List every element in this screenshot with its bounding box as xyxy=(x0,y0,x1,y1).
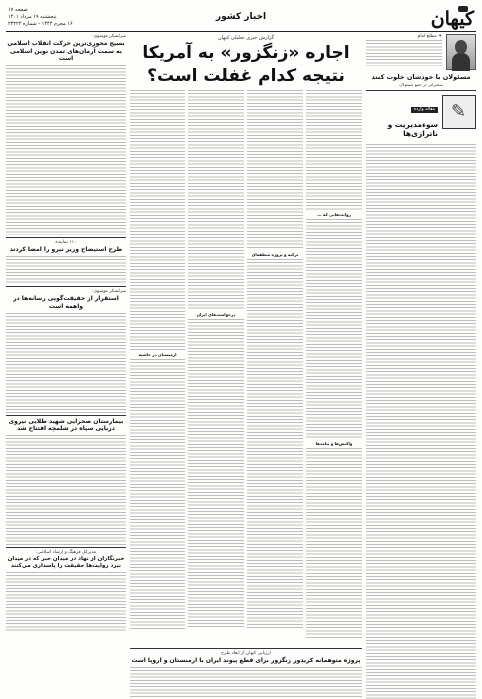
body-col-2b xyxy=(247,259,303,629)
body-col-1a xyxy=(306,90,362,210)
left-body-2 xyxy=(6,256,126,284)
left-kicker-2: ۱۱۰ نماینده xyxy=(55,239,77,245)
bottom-body xyxy=(130,667,362,697)
right-column xyxy=(366,34,476,693)
main-kicker: گزارش خبری تحلیلی کیهان xyxy=(217,35,275,41)
body-col-4a xyxy=(130,90,185,350)
left-kicker-3: سرلشکر موسوی: xyxy=(92,288,126,294)
main-title-line-1: اجاره «زنگزور» به آمریکا xyxy=(142,43,350,63)
bottom-kicker: ارزیابی کیهان از ابعاد طرح xyxy=(221,651,271,656)
body-col-2a xyxy=(247,90,303,250)
masthead xyxy=(6,6,476,32)
bottom-teaser xyxy=(130,648,362,697)
left-kicker-1: سرلشکر موسوی: xyxy=(92,34,126,39)
subhead-5: واکنش‌ها و پیامدها xyxy=(315,441,353,446)
main-title-line-2: نتیجه کدام غفلت است؟ xyxy=(147,66,345,86)
subhead-2: ترکیه و پروژه منطقه‌ای xyxy=(251,252,299,257)
quote-text xyxy=(366,40,442,66)
page-number: صفحه ۱۷ xyxy=(8,7,28,13)
subhead-4: ارمنستان در حاشیه xyxy=(138,352,177,357)
column-label: ✦ مطلع امام xyxy=(417,34,442,39)
body-col-1b xyxy=(306,219,362,439)
divider xyxy=(6,415,126,416)
bottom-title: پروژه متوهمانه کریدور زنگزور برای قطع پیوند ایران با ارمنستان و اروپا است xyxy=(131,657,361,664)
divider xyxy=(6,547,126,548)
article-illustration xyxy=(442,95,476,129)
newspaper-logo: کیهان xyxy=(430,8,474,30)
date-line-1: پنجشنبه ۱۹ مرداد ۱۴۰۱ xyxy=(8,14,57,20)
subhead-3: درخواست‌های ایران xyxy=(196,312,236,317)
left-body-5 xyxy=(6,572,126,632)
left-title-5: خبرنگاران از نهاد در میدان خبر که در میدان نبرد روایت‌ها حقیقت را پاسداری می‌کنند xyxy=(7,555,125,569)
body-col-3a xyxy=(188,90,244,310)
subhead-1: روایت‌هایی که ... xyxy=(317,212,351,217)
left-body-1 xyxy=(6,65,126,235)
article-kicker: مقاله وارده xyxy=(411,107,438,113)
article-title: سوءمدیریت و ناترازی‌ها xyxy=(387,120,438,138)
issue-meta xyxy=(8,7,73,28)
body-col-3b xyxy=(188,319,244,629)
left-title-3: استقرار از حقیقت‌گویی رسانه‌ها در واهمه است xyxy=(13,294,119,310)
portrait-image xyxy=(446,34,476,70)
divider xyxy=(6,286,126,287)
left-title-1: بسیج محوری‌ترین حرکت انقلاب اسلامی به سمت آرمان‌های تمدن نوین اسلامی است xyxy=(7,40,125,62)
left-column xyxy=(6,34,126,693)
divider xyxy=(366,90,476,91)
column-title: مسئولان با خودشان خلوت کنند xyxy=(371,73,471,81)
section-title: اخبار کشور xyxy=(215,12,267,22)
date-line-2: ۱۶ محرم ۱۴۴۴ - شماره ۲۳۲۲۲ xyxy=(8,21,73,27)
main-article xyxy=(130,34,362,693)
article-body xyxy=(366,144,476,699)
left-title-4: بیمارستان صحرایی شهید طلایی نیروی دریایی سپاه در شلمچه افتتاح شد xyxy=(8,417,124,432)
left-body-4 xyxy=(6,435,126,545)
divider xyxy=(6,237,126,238)
body-col-4b xyxy=(130,359,185,629)
column-date-note: سخنرانی در جمع مسئولان xyxy=(399,82,443,87)
body-col-1c xyxy=(306,448,362,638)
main-body xyxy=(130,90,362,645)
left-body-3 xyxy=(6,313,126,413)
left-kicker-5: مدیرکل فرهنگ و ارشاد اسلامی: xyxy=(35,549,97,555)
left-title-2: طرح استیضاح وزیر نیرو را امضا کردند xyxy=(9,245,123,253)
